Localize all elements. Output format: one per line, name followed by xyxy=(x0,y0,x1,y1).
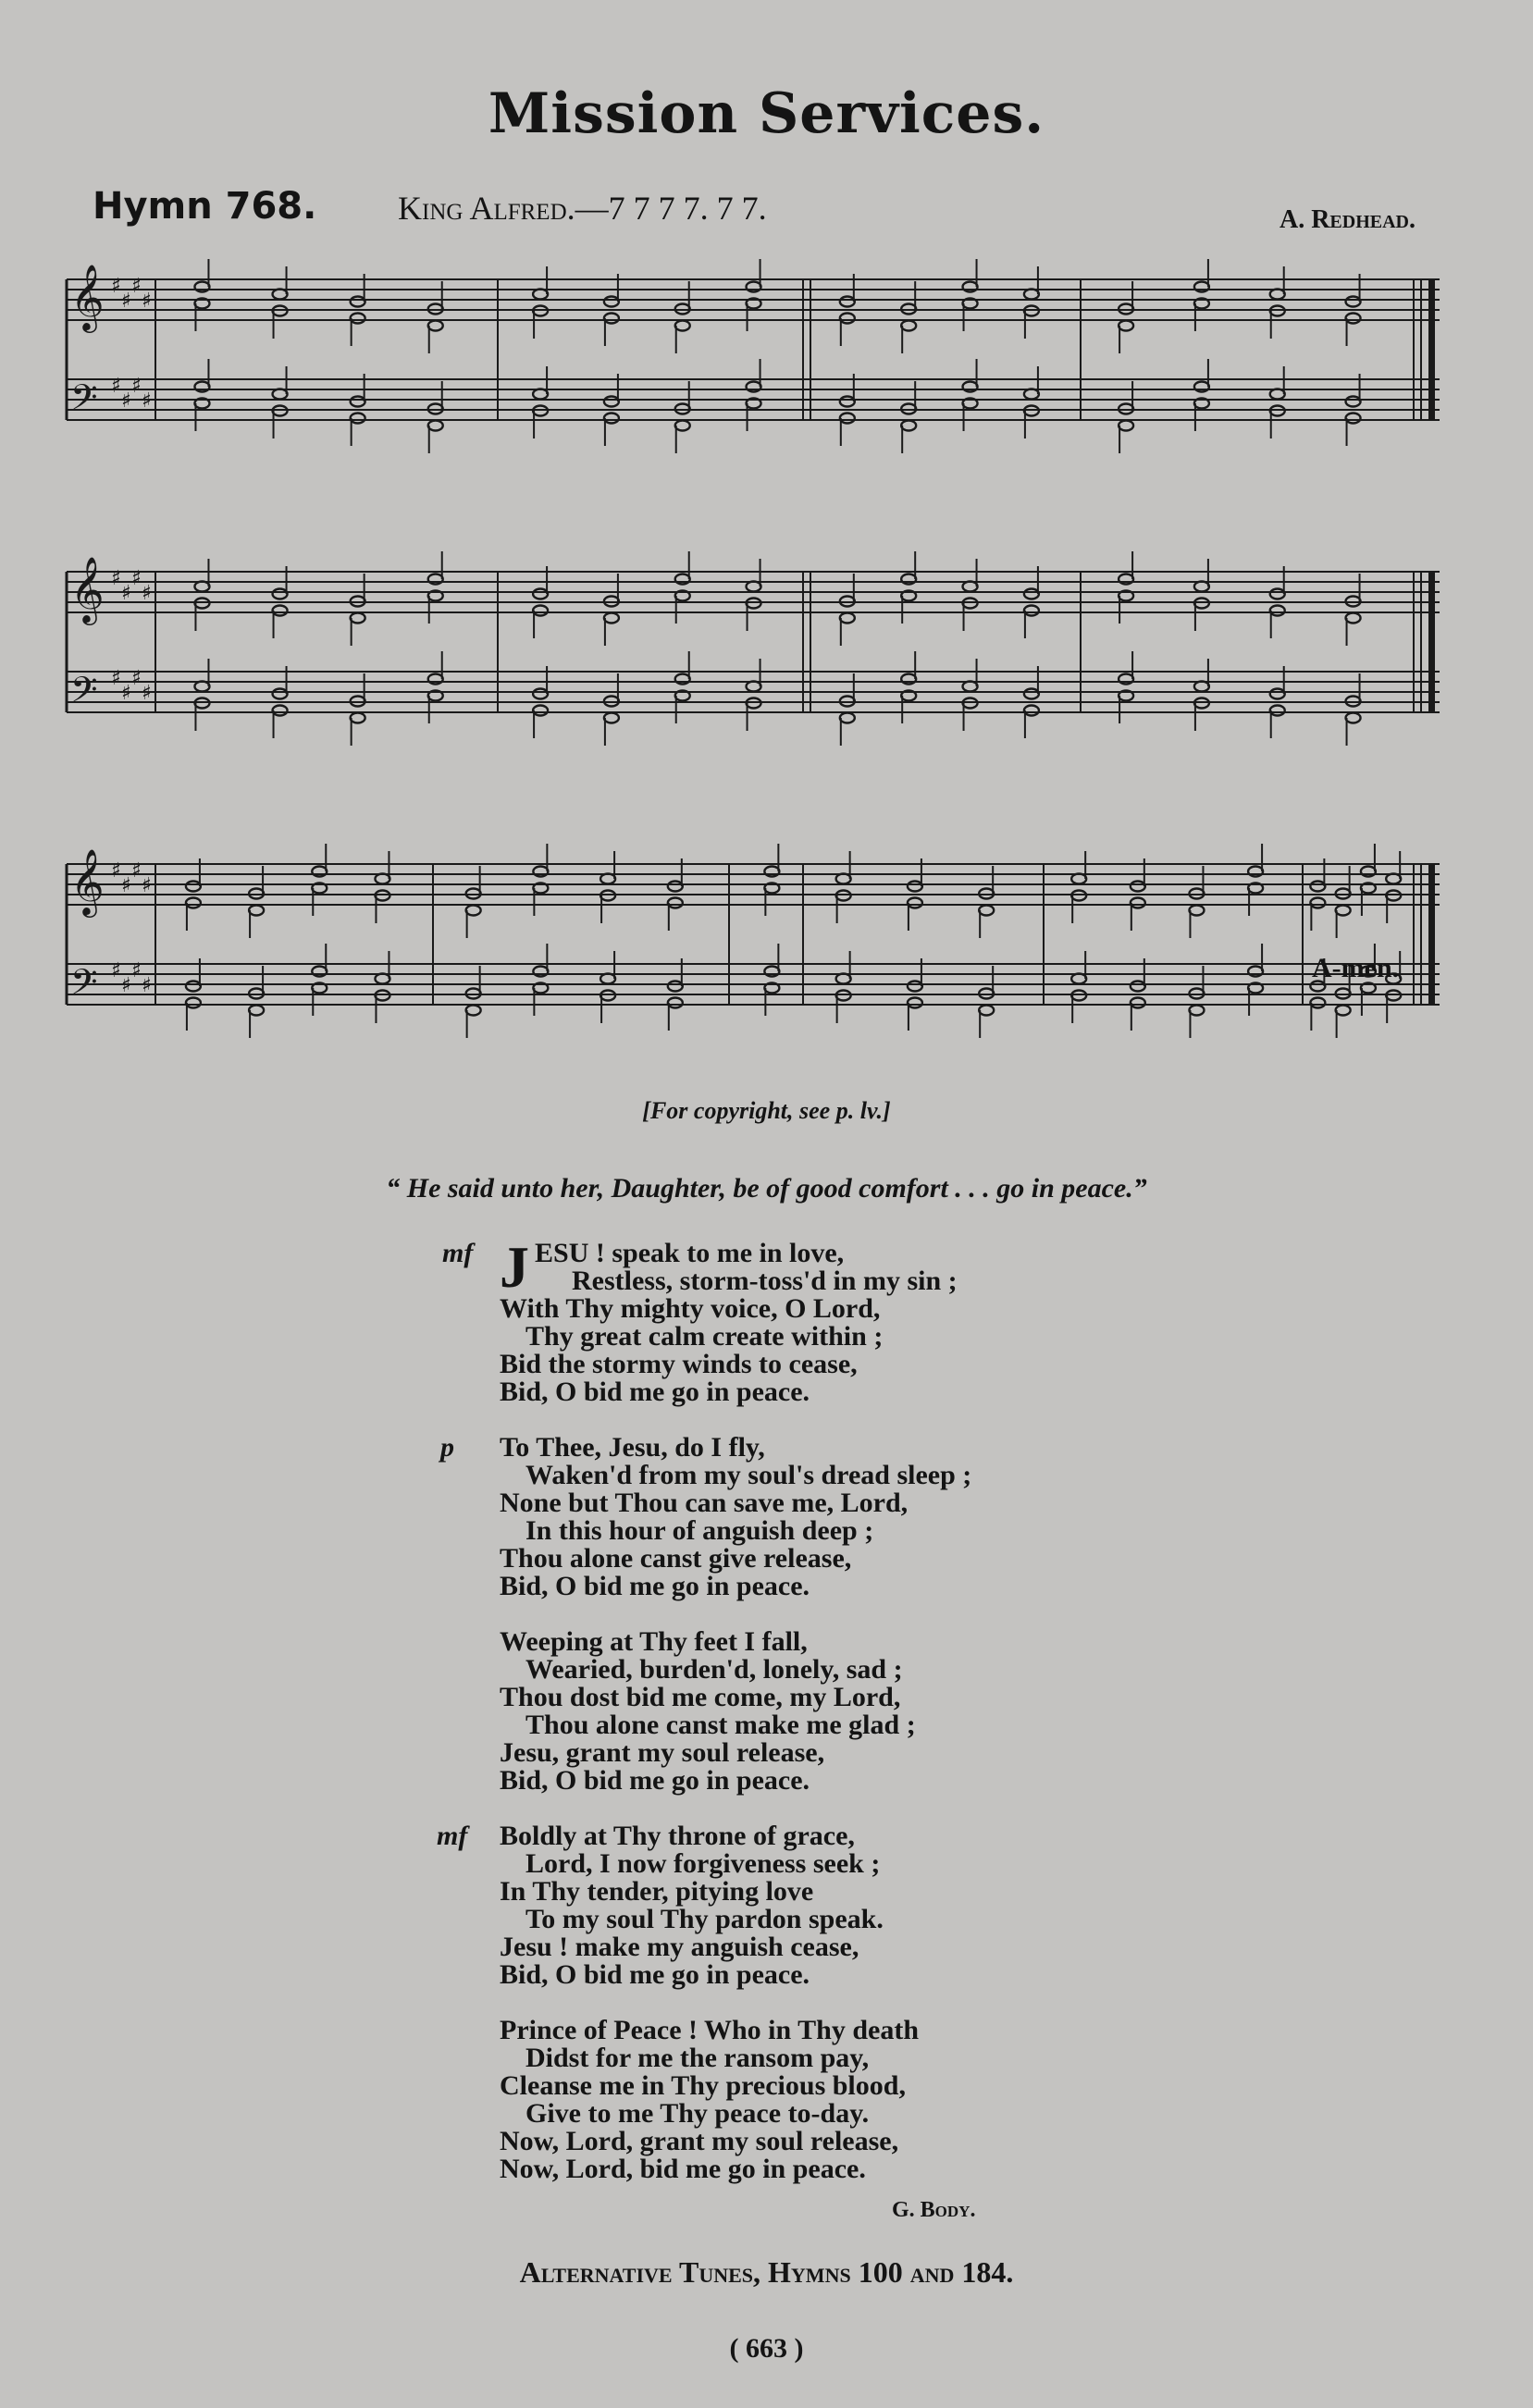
note-head xyxy=(186,998,201,1008)
verse-line: Weeping at Thy feet I fall, xyxy=(500,1626,808,1657)
verse-line: Thou alone canst make me glad ; xyxy=(525,1710,916,1740)
staff-notation-1 xyxy=(63,242,1443,464)
verse-line: Jesu, grant my soul release, xyxy=(500,1737,825,1768)
note-head xyxy=(1131,982,1145,992)
note-head xyxy=(428,321,443,331)
note-head xyxy=(1270,689,1285,699)
note-head xyxy=(1194,582,1209,592)
note-head xyxy=(249,1006,264,1016)
note-head xyxy=(668,982,683,992)
note-head xyxy=(194,682,209,692)
note-head xyxy=(273,606,288,616)
page-title: Mission Services. xyxy=(488,81,1045,146)
verse-line: To Thee, Jesu, do I fly, xyxy=(500,1432,765,1463)
treble-clef-icon: 𝄞 xyxy=(70,263,105,330)
composer: A. Redhead. xyxy=(1279,205,1416,234)
note-head xyxy=(351,314,365,324)
note-head xyxy=(604,713,619,723)
note-head xyxy=(1131,882,1145,892)
note-head xyxy=(375,974,389,984)
note-head xyxy=(1119,321,1133,331)
sharp-icon: ♯ xyxy=(142,874,152,897)
note-head xyxy=(1071,974,1086,984)
note-head xyxy=(273,389,288,400)
copyright-note: [For copyright, see p. lv.] xyxy=(642,1097,891,1124)
note-head xyxy=(1024,606,1039,616)
dynamic-marking: mf xyxy=(442,1238,474,1268)
note-head xyxy=(1270,290,1285,300)
note-head xyxy=(675,321,690,331)
note-head xyxy=(840,613,855,624)
sharp-icon: ♯ xyxy=(131,667,142,690)
verse-line: Waken'd from my soul's dread sleep ; xyxy=(525,1460,972,1490)
note-head xyxy=(604,314,619,324)
verse-line: Prince of Peace ! Who in Thy death xyxy=(500,2015,920,2045)
bass-clef-icon: 𝄢 xyxy=(70,961,98,1011)
note-head xyxy=(1346,314,1361,324)
note-head xyxy=(466,1006,481,1016)
staff-notation-2 xyxy=(63,535,1443,757)
sharp-icon: ♯ xyxy=(121,974,131,997)
note-head xyxy=(836,974,851,984)
note-head xyxy=(186,982,201,992)
sharp-icon: ♯ xyxy=(121,389,131,413)
note-head xyxy=(1024,706,1039,716)
note-head xyxy=(273,589,288,599)
verse-line: Bid, O bid me go in peace. xyxy=(500,1377,810,1407)
note-head xyxy=(908,898,922,908)
dynamic-marking: p xyxy=(440,1432,454,1463)
note-head xyxy=(466,906,481,916)
note-head xyxy=(901,421,916,431)
verse-line: Lord, I now forgiveness seek ; xyxy=(525,1848,881,1879)
note-head xyxy=(351,397,365,407)
verse-line: To my soul Thy pardon speak. xyxy=(525,1904,884,1934)
sharp-icon: ♯ xyxy=(111,859,121,883)
verse-line: Bid the stormy winds to cease, xyxy=(500,1349,858,1379)
note-head xyxy=(1270,706,1285,716)
note-head xyxy=(351,297,365,307)
note-head xyxy=(1270,606,1285,616)
verse-5 xyxy=(500,2017,919,2183)
bass-clef-icon: 𝄢 xyxy=(70,669,98,719)
dynamic-marking: mf xyxy=(437,1821,468,1851)
note-head xyxy=(668,998,683,1008)
staff-notation-3 xyxy=(63,827,1443,1049)
verse-line: In Thy tender, pitying love xyxy=(500,1876,814,1907)
note-head xyxy=(533,689,548,699)
verse-line: Give to me Thy peace to-day. xyxy=(525,2098,870,2129)
verse-line: None but Thou can save me, Lord, xyxy=(500,1488,909,1518)
verse-1 xyxy=(442,1234,958,1407)
verse-line: With Thy mighty voice, O Lord, xyxy=(500,1293,881,1324)
verse-line: Thou alone canst give release, xyxy=(500,1543,852,1574)
verse-line: Boldly at Thy throne of grace, xyxy=(500,1821,855,1851)
note-head xyxy=(1270,589,1285,599)
note-head xyxy=(600,974,615,984)
note-head xyxy=(836,874,851,884)
bass-clef-icon: 𝄢 xyxy=(70,377,98,426)
sharp-icon: ♯ xyxy=(142,290,152,313)
epigraph: “ He said unto her, Daughter, be of good comfort . . . go in peace.” xyxy=(386,1173,1147,1204)
verse-line: Bid, O bid me go in peace. xyxy=(500,1571,810,1601)
note-head xyxy=(901,321,916,331)
note-head xyxy=(1131,898,1145,908)
verse-line: Now, Lord, grant my soul release, xyxy=(500,2126,899,2156)
drop-cap: J xyxy=(500,1234,529,1300)
sharp-icon: ♯ xyxy=(121,582,131,605)
note-head xyxy=(840,397,855,407)
sharp-icon: ♯ xyxy=(142,974,152,997)
note-head xyxy=(1189,906,1204,916)
note-head xyxy=(1336,906,1351,916)
note-head xyxy=(1310,882,1325,892)
note-head xyxy=(908,982,922,992)
note-head xyxy=(1310,998,1325,1008)
note-head xyxy=(840,297,855,307)
note-head xyxy=(428,421,443,431)
sharp-icon: ♯ xyxy=(111,375,121,398)
note-head xyxy=(194,582,209,592)
sharp-icon: ♯ xyxy=(131,567,142,590)
note-head xyxy=(840,314,855,324)
note-head xyxy=(979,1006,994,1016)
note-head xyxy=(351,414,365,424)
sharp-icon: ♯ xyxy=(111,567,121,590)
note-head xyxy=(1189,1006,1204,1016)
note-head xyxy=(979,906,994,916)
sharp-icon: ♯ xyxy=(142,389,152,413)
note-head xyxy=(1194,682,1209,692)
sharp-icon: ♯ xyxy=(142,582,152,605)
sharp-icon: ♯ xyxy=(111,275,121,298)
sharp-icon: ♯ xyxy=(131,959,142,982)
verse-line: Wearied, burden'd, lonely, sad ; xyxy=(525,1654,903,1685)
note-head xyxy=(1131,998,1145,1008)
hymn-number: Hymn 768. xyxy=(93,185,317,228)
verse-line: Cleanse me in Thy precious blood, xyxy=(500,2070,906,2101)
verse-line: Didst for me the ransom pay, xyxy=(525,2043,870,2073)
note-head xyxy=(533,290,548,300)
sharp-icon: ♯ xyxy=(121,874,131,897)
note-head xyxy=(1119,421,1133,431)
sharp-icon: ♯ xyxy=(121,290,131,313)
note-head xyxy=(351,613,365,624)
note-head xyxy=(533,606,548,616)
verse-line: JESU ! speak to me in love, xyxy=(500,1234,845,1300)
verse-2 xyxy=(440,1432,972,1601)
note-head xyxy=(963,582,978,592)
sharp-icon: ♯ xyxy=(121,682,131,705)
verse-line: Thou dost bid me come, my Lord, xyxy=(500,1682,901,1712)
note-head xyxy=(533,589,548,599)
verse-line: Now, Lord, bid me go in peace. xyxy=(500,2154,866,2184)
note-head xyxy=(1024,689,1039,699)
page-number: ( 663 ) xyxy=(729,2333,804,2364)
note-head xyxy=(840,414,855,424)
verse-line: Bid, O bid me go in peace. xyxy=(500,1959,810,1990)
note-head xyxy=(1346,297,1361,307)
note-head xyxy=(1346,613,1361,624)
note-head xyxy=(1024,389,1039,400)
note-head xyxy=(604,297,619,307)
note-head xyxy=(908,998,922,1008)
note-head xyxy=(273,290,288,300)
verse-line: Restless, storm-toss'd in my sin ; xyxy=(572,1266,958,1296)
note-head xyxy=(908,882,922,892)
note-head xyxy=(604,613,619,624)
note-head xyxy=(840,713,855,723)
alternative-tunes: Alternative Tunes, Hymns 100 and 184. xyxy=(519,2255,1014,2289)
note-head xyxy=(604,414,619,424)
note-head xyxy=(375,874,389,884)
note-head xyxy=(1270,389,1285,400)
hymn-header xyxy=(93,185,1425,241)
author-credit: G. Body. xyxy=(892,2198,976,2222)
note-head xyxy=(186,898,201,908)
note-head xyxy=(273,689,288,699)
note-head xyxy=(351,713,365,723)
note-head xyxy=(533,706,548,716)
note-head xyxy=(1024,589,1039,599)
sharp-icon: ♯ xyxy=(111,667,121,690)
note-head xyxy=(186,882,201,892)
note-head xyxy=(533,389,548,400)
verse-3 xyxy=(500,1628,916,1795)
note-head xyxy=(675,421,690,431)
sharp-icon: ♯ xyxy=(142,682,152,705)
amen-label: A-men. xyxy=(1312,953,1400,983)
note-head xyxy=(249,906,264,916)
sharp-icon: ♯ xyxy=(131,275,142,298)
note-head xyxy=(604,397,619,407)
note-head xyxy=(600,874,615,884)
note-head xyxy=(1071,874,1086,884)
verse-line: Jesu ! make my anguish cease, xyxy=(500,1932,859,1962)
note-head xyxy=(273,706,288,716)
treble-clef-icon: 𝄞 xyxy=(70,555,105,623)
note-head xyxy=(1346,414,1361,424)
note-head xyxy=(747,582,761,592)
sharp-icon: ♯ xyxy=(131,859,142,883)
treble-clef-icon: 𝄞 xyxy=(70,847,105,915)
music-system-2 xyxy=(63,535,1443,757)
verse-4 xyxy=(437,1821,884,1990)
note-head xyxy=(668,882,683,892)
note-head xyxy=(1336,1006,1351,1016)
note-head xyxy=(1024,290,1039,300)
note-head xyxy=(747,682,761,692)
note-head xyxy=(1346,713,1361,723)
music-system-3 xyxy=(63,827,1443,1049)
note-head xyxy=(1346,397,1361,407)
verse-line: Bid, O bid me go in peace. xyxy=(500,1765,810,1796)
note-head xyxy=(668,898,683,908)
note-head xyxy=(963,682,978,692)
music-system-1 xyxy=(63,242,1443,464)
sharp-icon: ♯ xyxy=(131,375,142,398)
tune-name: King Alfred.—7 7 7 7. 7 7. xyxy=(398,190,767,227)
verse-line: Thy great calm create within ; xyxy=(525,1321,884,1352)
sharp-icon: ♯ xyxy=(111,959,121,982)
verse-line: In this hour of anguish deep ; xyxy=(525,1515,874,1546)
note-head xyxy=(1310,898,1325,908)
note-head xyxy=(1386,874,1401,884)
